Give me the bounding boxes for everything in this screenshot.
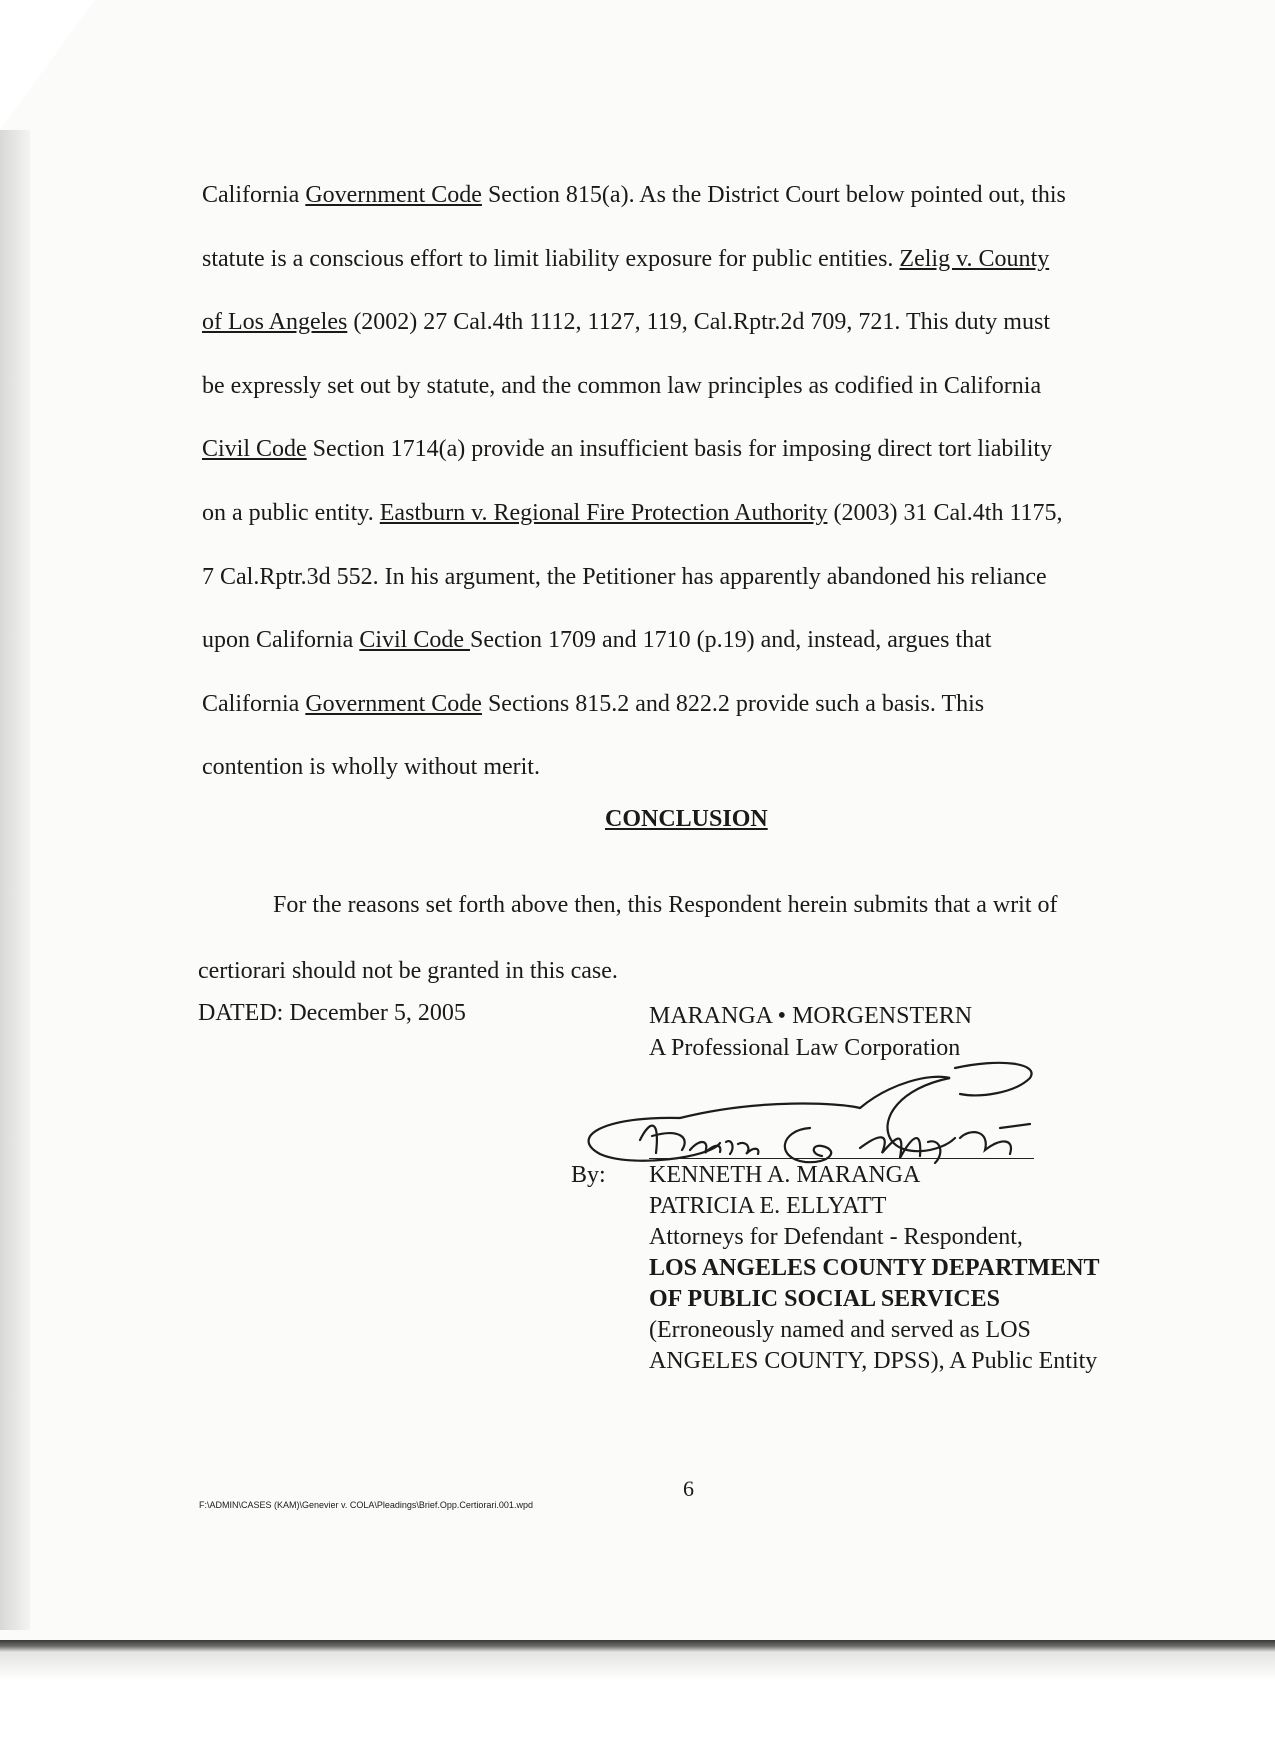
body-line: 7 Cal.Rptr.3d 552. In his argument, the Petitioner has apparently abandoned his reliance bbox=[202, 563, 1047, 590]
conclusion-line-2: certiorari should not be granted in this case. bbox=[198, 958, 618, 984]
client-name-2: OF PUBLIC SOCIAL SERVICES bbox=[649, 1286, 1001, 1312]
scanner-bottom-edge bbox=[0, 1640, 1275, 1754]
date-line: DATED: December 5, 2005 bbox=[198, 1000, 466, 1026]
attorney-name-2: PATRICIA E. ELLYATT bbox=[649, 1193, 887, 1219]
firm-name: MARANGA • MORGENSTERN bbox=[649, 1003, 973, 1029]
stacked-pages-edge bbox=[0, 130, 30, 1630]
client-name-1: LOS ANGELES COUNTY DEPARTMENT bbox=[649, 1255, 1100, 1281]
page-number: 6 bbox=[683, 1476, 694, 1501]
file-path: F:\ADMIN\CASES (KAM)\Genevier v. COLA\Pleadings\Brief.Opp.Certiorari.001.wpd bbox=[199, 1500, 533, 1510]
client-note-2: ANGELES COUNTY, DPSS), A Public Entity bbox=[649, 1348, 1098, 1374]
conclusion-heading: CONCLUSION bbox=[605, 806, 768, 832]
firm-block bbox=[649, 1000, 972, 1064]
signature-line bbox=[649, 1158, 1034, 1159]
body-line: Civil Code Section 1714(a) provide an insufficient basis for imposing direct tort liability bbox=[202, 436, 1053, 463]
folded-corner bbox=[0, 0, 95, 130]
body-line: be expressly set out by statute, and the common law principles as codified in California bbox=[202, 372, 1042, 399]
body-line: statute is a conscious effort to limit liability exposure for public entities. Zelig v. County bbox=[202, 245, 1050, 272]
body-line: California Government Code Sections 815.2 and 822.2 provide such a basis. This bbox=[202, 690, 985, 717]
firm-type: A Professional Law Corporation bbox=[649, 1035, 961, 1061]
conclusion-paragraph bbox=[198, 872, 1058, 1004]
argument-paragraph bbox=[202, 164, 1202, 800]
body-line: California Government Code Section 815(a). As the District Court below pointed out, this bbox=[202, 182, 1066, 208]
body-line: upon California Civil Code Section 1709 and 1710 (p.19) and, instead, argues that bbox=[202, 627, 992, 654]
attorney-role: Attorneys for Defendant - Respondent, bbox=[649, 1224, 1023, 1250]
by-label: By: bbox=[571, 1162, 606, 1188]
attorney-block bbox=[649, 1160, 1100, 1377]
attorney-name-1: KENNETH A. MARANGA bbox=[649, 1162, 921, 1188]
body-line: of Los Angeles (2002) 27 Cal.4th 1112, 1127, 119, Cal.Rptr.2d 709, 721. This duty must bbox=[202, 309, 1050, 336]
conclusion-line-1: For the reasons set forth above then, this Respondent herein submits that a writ of bbox=[273, 892, 1058, 918]
client-note-1: (Erroneously named and served as LOS bbox=[649, 1317, 1031, 1343]
body-line: contention is wholly without merit. bbox=[202, 754, 540, 781]
body-line: on a public entity. Eastburn v. Regional Fire Protection Authority (2003) 31 Cal.4th 1175, bbox=[202, 499, 1063, 526]
